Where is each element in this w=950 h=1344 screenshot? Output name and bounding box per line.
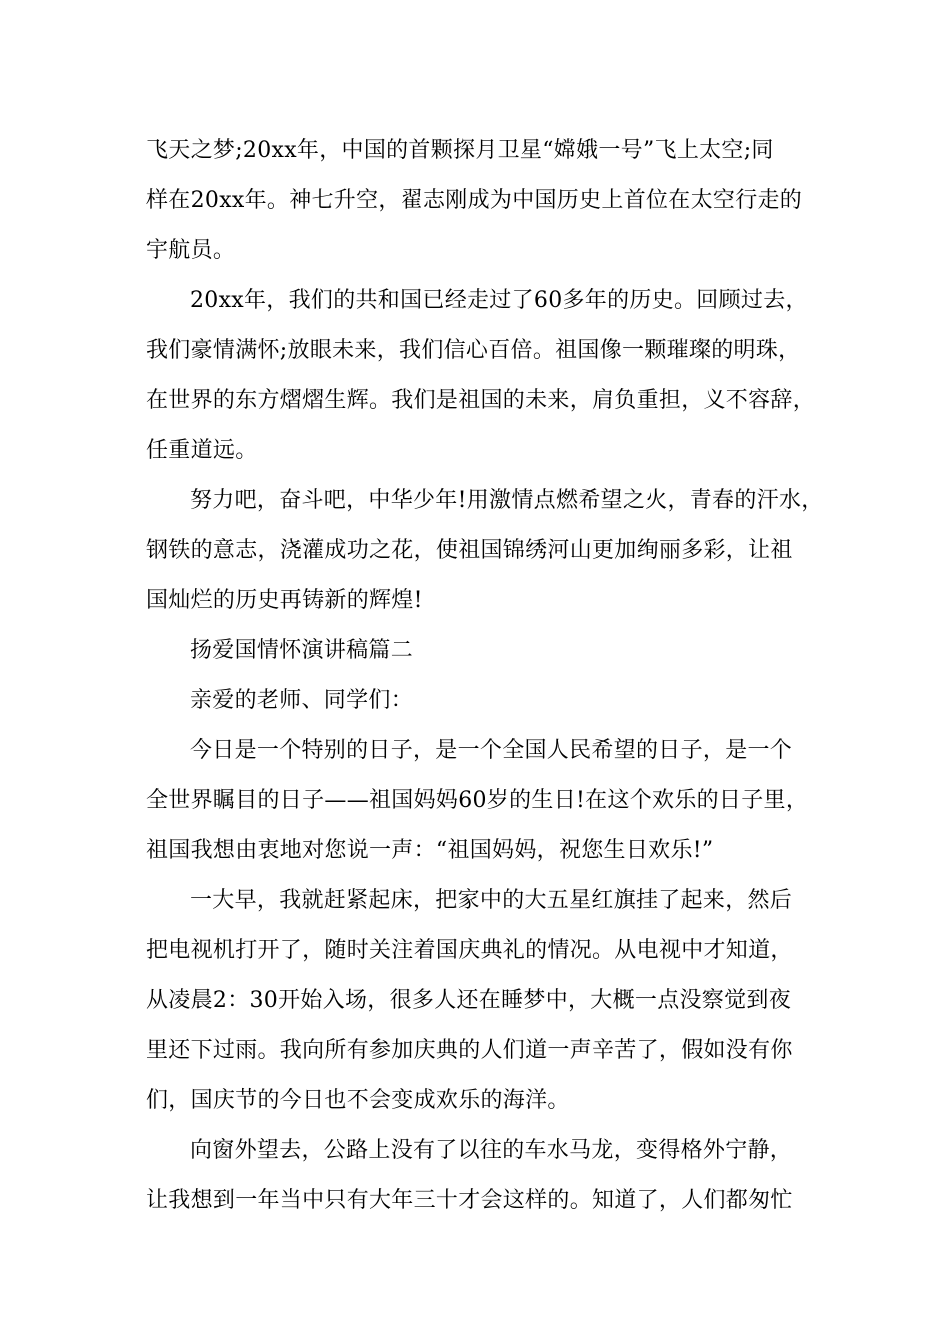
text-line: 把电视机打开了，随时关注着国庆典礼的情况。从电视中才知道， [146, 938, 793, 963]
text-line: 祖国我想由衷地对您说一声：“祖国妈妈，祝您生日欢乐!” [146, 838, 714, 863]
text-line: 让我想到一年当中只有大年三十才会这样的。知道了，人们都匆忙 [146, 1188, 793, 1213]
text-line: 任重道远。 [146, 438, 258, 463]
text-line: 飞天之梦;20xx年，中国的首颗探月卫星“嫦娥一号”飞上太空;同 [146, 138, 774, 163]
text-line: 钢铁的意志，浇灌成功之花，使祖国锦绣河山更加绚丽多彩，让祖 [146, 538, 793, 563]
text-line: 里还下过雨。我向所有参加庆典的人们道一声辛苦了，假如没有你 [146, 1038, 793, 1063]
salutation: 亲爱的老师、同学们： [190, 688, 414, 713]
text-line: 今日是一个特别的日子，是一个全国人民希望的日子，是一个 [190, 738, 793, 763]
text-line: 国灿烂的历史再铸新的辉煌! [146, 588, 423, 613]
text-line: 宇航员。 [146, 238, 236, 263]
text-line: 在世界的东方熠熠生辉。我们是祖国的未来，肩负重担，义不容辞， [146, 388, 816, 413]
text-line: 从凌晨2：30开始入场，很多人还在睡梦中，大概一点没察觉到夜 [146, 988, 791, 1013]
text-line: 我们豪情满怀;放眼未来，我们信心百倍。祖国像一颗璀璨的明珠， [146, 338, 801, 363]
text-line: 努力吧，奋斗吧，中华少年!用激情点燃希望之火，青春的汗水， [190, 488, 824, 513]
section-heading: 扬爱国情怀演讲稿篇二 [190, 638, 414, 663]
text-line: 向窗外望去，公路上没有了以往的车水马龙，变得格外宁静， [190, 1138, 793, 1163]
text-line: 全世界瞩目的日子——祖国妈妈60岁的生日!在这个欢乐的日子里， [146, 788, 809, 813]
text-line: 们，国庆节的今日也不会变成欢乐的海洋。 [146, 1088, 570, 1113]
text-line: 样在20xx年。神七升空，翟志刚成为中国历史上首位在太空行走的 [146, 188, 803, 213]
text-line: 20xx年，我们的共和国已经走过了60多年的历史。回顾过去， [190, 288, 808, 313]
text-line: 一大早，我就赶紧起床，把家中的大五星红旗挂了起来，然后 [190, 888, 793, 913]
